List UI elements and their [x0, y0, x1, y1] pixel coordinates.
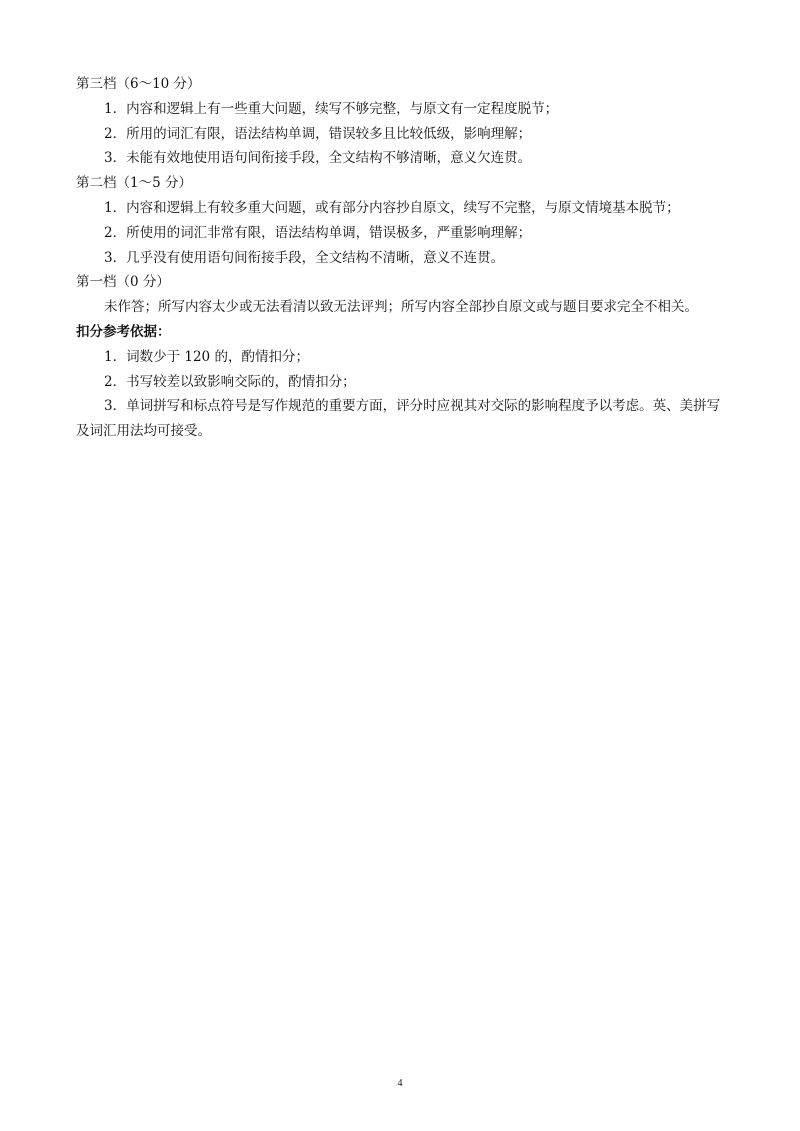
tier3-item-2: 2．所用的词汇有限，语法结构单调，错误较多且比较低级，影响理解； [104, 125, 532, 142]
deduction-item-3: 3．单词拼写和标点符号是写作规范的重要方面，评分时应视其对交际的影响程度予以考虑。英、美拼写及词汇用法均可接受。 [76, 398, 721, 440]
tier3-item-3: 3．未能有效地使用语句间衔接手段，全文结构不够清晰，意义欠连贯。 [104, 150, 532, 167]
tier2-item-3: 3．几乎没有使用语句间衔接手段，全文结构不清晰，意义不连贯。 [104, 249, 505, 266]
tier3-heading: 第三档（6～10 分） [76, 76, 201, 92]
deduction-item-1: 1．词数少于 120 的，酌情扣分； [104, 348, 309, 365]
page-number: 4 [397, 1078, 403, 1089]
deduction-item-2: 2．书写较差以致影响交际的，酌情扣分； [104, 373, 356, 390]
tier1-text: 未作答；所写内容太少或无法看清以致无法评判；所写内容全部抄自原文或与题目要求完全不相关。 [104, 299, 698, 316]
tier2-item-2: 2．所使用的词汇非常有限，语法结构单调，错误极多，严重影响理解； [104, 224, 532, 241]
tier3-item-1: 1．内容和逻辑上有一些重大问题，续写不够完整，与原文有一定程度脱节； [104, 100, 559, 117]
tier2-item-1: 1．内容和逻辑上有较多重大问题，或有部分内容抄自原文，续写不完整，与原文情境基本脱节； [104, 199, 680, 216]
document-body [76, 72, 728, 444]
tier1-heading: 第一档（0 分） [76, 274, 170, 291]
tier2-heading: 第二档（1～5 分） [76, 175, 192, 192]
deduction-heading: 扣分参考依据： [76, 323, 171, 340]
